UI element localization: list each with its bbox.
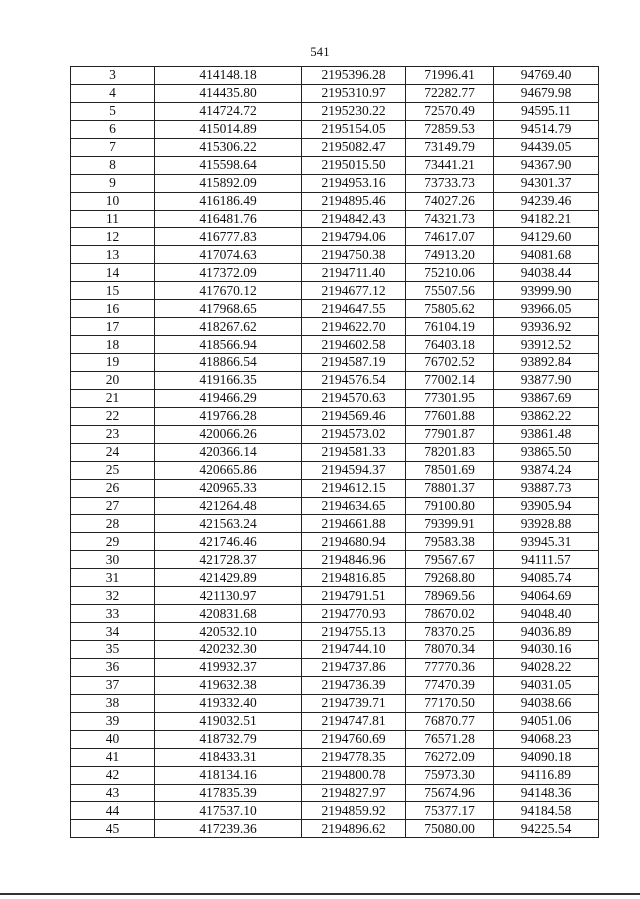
x-coordinate-cell: 420366.14 (155, 443, 302, 461)
table-row (71, 515, 599, 533)
point-number-cell: 27 (71, 497, 155, 515)
x-coordinate-cell: 414148.18 (155, 67, 302, 85)
point-number-cell: 41 (71, 748, 155, 766)
table-row (71, 84, 599, 102)
point-number-cell: 13 (71, 246, 155, 264)
table-row (71, 156, 599, 174)
point-number-cell: 37 (71, 676, 155, 694)
local-y-cell: 94439.05 (494, 138, 599, 156)
local-y-cell: 94048.40 (494, 605, 599, 623)
y-coordinate-cell: 2194736.39 (302, 676, 406, 694)
table-row (71, 551, 599, 569)
point-number-cell: 19 (71, 354, 155, 372)
y-coordinate-cell: 2194680.94 (302, 533, 406, 551)
point-number-cell: 26 (71, 479, 155, 497)
coordinate-table-body (71, 67, 599, 838)
local-x-cell: 77002.14 (406, 371, 494, 389)
local-y-cell: 94064.69 (494, 587, 599, 605)
point-number-cell: 45 (71, 820, 155, 838)
local-y-cell: 94111.57 (494, 551, 599, 569)
local-x-cell: 75805.62 (406, 300, 494, 318)
point-number-cell: 7 (71, 138, 155, 156)
local-x-cell: 72570.49 (406, 102, 494, 120)
local-x-cell: 75080.00 (406, 820, 494, 838)
table-row (71, 300, 599, 318)
local-x-cell: 75973.30 (406, 766, 494, 784)
y-coordinate-cell: 2194612.15 (302, 479, 406, 497)
x-coordinate-cell: 419932.37 (155, 658, 302, 676)
local-y-cell: 94367.90 (494, 156, 599, 174)
local-y-cell: 94085.74 (494, 569, 599, 587)
local-y-cell: 93867.69 (494, 389, 599, 407)
x-coordinate-cell: 416186.49 (155, 192, 302, 210)
x-coordinate-cell: 418433.31 (155, 748, 302, 766)
local-y-cell: 94239.46 (494, 192, 599, 210)
x-coordinate-cell: 420232.30 (155, 641, 302, 659)
y-coordinate-cell: 2195082.47 (302, 138, 406, 156)
x-coordinate-cell: 419332.40 (155, 694, 302, 712)
y-coordinate-cell: 2194842.43 (302, 210, 406, 228)
x-coordinate-cell: 414724.72 (155, 102, 302, 120)
y-coordinate-cell: 2194747.81 (302, 712, 406, 730)
local-y-cell: 93892.84 (494, 354, 599, 372)
point-number-cell: 44 (71, 802, 155, 820)
y-coordinate-cell: 2194816.85 (302, 569, 406, 587)
table-row (71, 623, 599, 641)
x-coordinate-cell: 420665.86 (155, 461, 302, 479)
local-x-cell: 76702.52 (406, 354, 494, 372)
local-y-cell: 94030.16 (494, 641, 599, 659)
local-x-cell: 76403.18 (406, 336, 494, 354)
x-coordinate-cell: 418267.62 (155, 318, 302, 336)
x-coordinate-cell: 419466.29 (155, 389, 302, 407)
point-number-cell: 34 (71, 623, 155, 641)
point-number-cell: 36 (71, 658, 155, 676)
point-number-cell: 32 (71, 587, 155, 605)
table-row (71, 766, 599, 784)
table-row (71, 318, 599, 336)
y-coordinate-cell: 2195015.50 (302, 156, 406, 174)
x-coordinate-cell: 421746.46 (155, 533, 302, 551)
table-row (71, 336, 599, 354)
local-x-cell: 74321.73 (406, 210, 494, 228)
y-coordinate-cell: 2194778.35 (302, 748, 406, 766)
point-number-cell: 10 (71, 192, 155, 210)
local-y-cell: 93928.88 (494, 515, 599, 533)
bottom-border-line (0, 893, 640, 895)
x-coordinate-cell: 421264.48 (155, 497, 302, 515)
x-coordinate-cell: 420965.33 (155, 479, 302, 497)
x-coordinate-cell: 421130.97 (155, 587, 302, 605)
table-row (71, 371, 599, 389)
x-coordinate-cell: 416777.83 (155, 228, 302, 246)
local-x-cell: 77770.36 (406, 658, 494, 676)
local-x-cell: 76870.77 (406, 712, 494, 730)
table-row (71, 802, 599, 820)
y-coordinate-cell: 2194750.38 (302, 246, 406, 264)
local-x-cell: 76571.28 (406, 730, 494, 748)
local-y-cell: 94184.58 (494, 802, 599, 820)
y-coordinate-cell: 2194661.88 (302, 515, 406, 533)
table-row (71, 174, 599, 192)
x-coordinate-cell: 419632.38 (155, 676, 302, 694)
y-coordinate-cell: 2195396.28 (302, 67, 406, 85)
table-row (71, 712, 599, 730)
x-coordinate-cell: 420831.68 (155, 605, 302, 623)
table-row (71, 192, 599, 210)
local-y-cell: 94225.54 (494, 820, 599, 838)
point-number-cell: 21 (71, 389, 155, 407)
local-x-cell: 78370.25 (406, 623, 494, 641)
y-coordinate-cell: 2194895.46 (302, 192, 406, 210)
local-x-cell: 77301.95 (406, 389, 494, 407)
y-coordinate-cell: 2194800.78 (302, 766, 406, 784)
local-y-cell: 93887.73 (494, 479, 599, 497)
page-number: 541 (310, 45, 330, 59)
table-row (71, 425, 599, 443)
local-y-cell: 93861.48 (494, 425, 599, 443)
local-y-cell: 93912.52 (494, 336, 599, 354)
x-coordinate-cell: 415598.64 (155, 156, 302, 174)
point-number-cell: 25 (71, 461, 155, 479)
table-row (71, 784, 599, 802)
local-x-cell: 79399.91 (406, 515, 494, 533)
point-number-cell: 38 (71, 694, 155, 712)
local-y-cell: 93936.92 (494, 318, 599, 336)
point-number-cell: 17 (71, 318, 155, 336)
coordinate-table (70, 66, 599, 838)
local-x-cell: 77601.88 (406, 407, 494, 425)
x-coordinate-cell: 415892.09 (155, 174, 302, 192)
local-x-cell: 75210.06 (406, 264, 494, 282)
local-x-cell: 78201.83 (406, 443, 494, 461)
y-coordinate-cell: 2194737.86 (302, 658, 406, 676)
local-y-cell: 93877.90 (494, 371, 599, 389)
y-coordinate-cell: 2194677.12 (302, 282, 406, 300)
y-coordinate-cell: 2194827.97 (302, 784, 406, 802)
y-coordinate-cell: 2194846.96 (302, 551, 406, 569)
x-coordinate-cell: 421563.24 (155, 515, 302, 533)
point-number-cell: 8 (71, 156, 155, 174)
x-coordinate-cell: 421429.89 (155, 569, 302, 587)
table-row (71, 282, 599, 300)
local-y-cell: 94679.98 (494, 84, 599, 102)
y-coordinate-cell: 2194739.71 (302, 694, 406, 712)
local-x-cell: 75377.17 (406, 802, 494, 820)
point-number-cell: 15 (71, 282, 155, 300)
local-x-cell: 78501.69 (406, 461, 494, 479)
local-y-cell: 94038.66 (494, 694, 599, 712)
x-coordinate-cell: 418134.16 (155, 766, 302, 784)
local-y-cell: 94081.68 (494, 246, 599, 264)
table-row (71, 120, 599, 138)
table-row (71, 461, 599, 479)
local-y-cell: 94514.79 (494, 120, 599, 138)
x-coordinate-cell: 416481.76 (155, 210, 302, 228)
y-coordinate-cell: 2194791.51 (302, 587, 406, 605)
point-number-cell: 28 (71, 515, 155, 533)
table-row (71, 676, 599, 694)
table-row (71, 694, 599, 712)
table-row (71, 658, 599, 676)
local-x-cell: 72282.77 (406, 84, 494, 102)
local-x-cell: 77901.87 (406, 425, 494, 443)
table-row (71, 407, 599, 425)
point-number-cell: 40 (71, 730, 155, 748)
local-y-cell: 93905.94 (494, 497, 599, 515)
local-y-cell: 94031.05 (494, 676, 599, 694)
local-y-cell: 93999.90 (494, 282, 599, 300)
x-coordinate-cell: 418732.79 (155, 730, 302, 748)
point-number-cell: 3 (71, 67, 155, 85)
table-row (71, 228, 599, 246)
y-coordinate-cell: 2194794.06 (302, 228, 406, 246)
point-number-cell: 16 (71, 300, 155, 318)
local-y-cell: 94090.18 (494, 748, 599, 766)
point-number-cell: 18 (71, 336, 155, 354)
point-number-cell: 24 (71, 443, 155, 461)
table-row (71, 820, 599, 838)
y-coordinate-cell: 2194711.40 (302, 264, 406, 282)
local-x-cell: 79567.67 (406, 551, 494, 569)
local-y-cell: 94148.36 (494, 784, 599, 802)
local-y-cell: 94028.22 (494, 658, 599, 676)
point-number-cell: 14 (71, 264, 155, 282)
local-x-cell: 74027.26 (406, 192, 494, 210)
local-x-cell: 73149.79 (406, 138, 494, 156)
local-x-cell: 78969.56 (406, 587, 494, 605)
y-coordinate-cell: 2194569.46 (302, 407, 406, 425)
local-x-cell: 73733.73 (406, 174, 494, 192)
local-x-cell: 79583.38 (406, 533, 494, 551)
x-coordinate-cell: 417968.65 (155, 300, 302, 318)
y-coordinate-cell: 2194953.16 (302, 174, 406, 192)
local-y-cell: 94129.60 (494, 228, 599, 246)
point-number-cell: 12 (71, 228, 155, 246)
x-coordinate-cell: 415014.89 (155, 120, 302, 138)
table-row (71, 264, 599, 282)
local-y-cell: 94182.21 (494, 210, 599, 228)
x-coordinate-cell: 419032.51 (155, 712, 302, 730)
local-x-cell: 73441.21 (406, 156, 494, 174)
point-number-cell: 42 (71, 766, 155, 784)
table-row (71, 605, 599, 623)
x-coordinate-cell: 420066.26 (155, 425, 302, 443)
y-coordinate-cell: 2194622.70 (302, 318, 406, 336)
local-x-cell: 79100.80 (406, 497, 494, 515)
local-y-cell: 94116.89 (494, 766, 599, 784)
y-coordinate-cell: 2194770.93 (302, 605, 406, 623)
table-row (71, 730, 599, 748)
point-number-cell: 22 (71, 407, 155, 425)
x-coordinate-cell: 417835.39 (155, 784, 302, 802)
point-number-cell: 5 (71, 102, 155, 120)
local-x-cell: 78670.02 (406, 605, 494, 623)
point-number-cell: 30 (71, 551, 155, 569)
point-number-cell: 35 (71, 641, 155, 659)
y-coordinate-cell: 2195310.97 (302, 84, 406, 102)
table-row (71, 389, 599, 407)
point-number-cell: 20 (71, 371, 155, 389)
local-y-cell: 93945.31 (494, 533, 599, 551)
local-x-cell: 76272.09 (406, 748, 494, 766)
local-y-cell: 93865.50 (494, 443, 599, 461)
local-y-cell: 94038.44 (494, 264, 599, 282)
y-coordinate-cell: 2194744.10 (302, 641, 406, 659)
x-coordinate-cell: 417074.63 (155, 246, 302, 264)
local-y-cell: 94051.06 (494, 712, 599, 730)
y-coordinate-cell: 2194760.69 (302, 730, 406, 748)
y-coordinate-cell: 2194896.62 (302, 820, 406, 838)
local-x-cell: 75507.56 (406, 282, 494, 300)
local-y-cell: 94595.11 (494, 102, 599, 120)
y-coordinate-cell: 2194573.02 (302, 425, 406, 443)
local-x-cell: 74617.07 (406, 228, 494, 246)
point-number-cell: 23 (71, 425, 155, 443)
local-x-cell: 79268.80 (406, 569, 494, 587)
y-coordinate-cell: 2194755.13 (302, 623, 406, 641)
x-coordinate-cell: 418566.94 (155, 336, 302, 354)
y-coordinate-cell: 2194634.65 (302, 497, 406, 515)
x-coordinate-cell: 415306.22 (155, 138, 302, 156)
x-coordinate-cell: 417239.36 (155, 820, 302, 838)
local-x-cell: 71996.41 (406, 67, 494, 85)
y-coordinate-cell: 2194594.37 (302, 461, 406, 479)
x-coordinate-cell: 417537.10 (155, 802, 302, 820)
table-row (71, 246, 599, 264)
table-row (71, 102, 599, 120)
local-x-cell: 77470.39 (406, 676, 494, 694)
y-coordinate-cell: 2195154.05 (302, 120, 406, 138)
table-row (71, 497, 599, 515)
point-number-cell: 29 (71, 533, 155, 551)
table-row (71, 748, 599, 766)
point-number-cell: 33 (71, 605, 155, 623)
x-coordinate-cell: 417372.09 (155, 264, 302, 282)
table-row (71, 443, 599, 461)
point-number-cell: 6 (71, 120, 155, 138)
y-coordinate-cell: 2195230.22 (302, 102, 406, 120)
local-x-cell: 74913.20 (406, 246, 494, 264)
table-row (71, 569, 599, 587)
local-y-cell: 93966.05 (494, 300, 599, 318)
point-number-cell: 39 (71, 712, 155, 730)
local-x-cell: 72859.53 (406, 120, 494, 138)
y-coordinate-cell: 2194581.33 (302, 443, 406, 461)
table-row (71, 587, 599, 605)
local-x-cell: 76104.19 (406, 318, 494, 336)
x-coordinate-cell: 417670.12 (155, 282, 302, 300)
y-coordinate-cell: 2194570.63 (302, 389, 406, 407)
y-coordinate-cell: 2194859.92 (302, 802, 406, 820)
point-number-cell: 11 (71, 210, 155, 228)
x-coordinate-cell: 419166.35 (155, 371, 302, 389)
point-number-cell: 4 (71, 84, 155, 102)
table-row (71, 210, 599, 228)
local-y-cell: 94036.89 (494, 623, 599, 641)
local-x-cell: 77170.50 (406, 694, 494, 712)
x-coordinate-cell: 421728.37 (155, 551, 302, 569)
table-row (71, 354, 599, 372)
local-y-cell: 94068.23 (494, 730, 599, 748)
local-y-cell: 93862.22 (494, 407, 599, 425)
x-coordinate-cell: 419766.28 (155, 407, 302, 425)
table-row (71, 67, 599, 85)
x-coordinate-cell: 414435.80 (155, 84, 302, 102)
x-coordinate-cell: 420532.10 (155, 623, 302, 641)
y-coordinate-cell: 2194602.58 (302, 336, 406, 354)
table-row (71, 138, 599, 156)
y-coordinate-cell: 2194576.54 (302, 371, 406, 389)
local-y-cell: 94301.37 (494, 174, 599, 192)
table-row (71, 533, 599, 551)
local-y-cell: 94769.40 (494, 67, 599, 85)
y-coordinate-cell: 2194587.19 (302, 354, 406, 372)
point-number-cell: 31 (71, 569, 155, 587)
local-y-cell: 93874.24 (494, 461, 599, 479)
table-row (71, 479, 599, 497)
local-x-cell: 78070.34 (406, 641, 494, 659)
table-row (71, 641, 599, 659)
point-number-cell: 9 (71, 174, 155, 192)
local-x-cell: 78801.37 (406, 479, 494, 497)
y-coordinate-cell: 2194647.55 (302, 300, 406, 318)
x-coordinate-cell: 418866.54 (155, 354, 302, 372)
local-x-cell: 75674.96 (406, 784, 494, 802)
point-number-cell: 43 (71, 784, 155, 802)
